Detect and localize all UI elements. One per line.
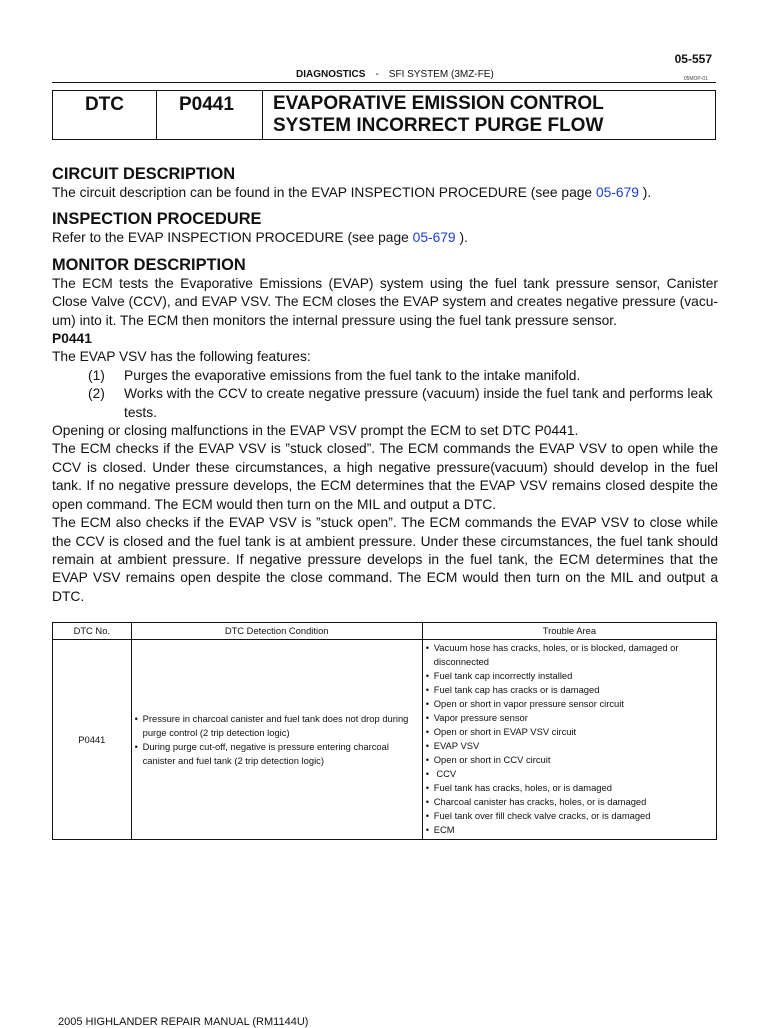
bullet: • <box>134 740 138 752</box>
table-row <box>53 640 717 840</box>
column-header-trouble-area: Trouble Area <box>422 623 716 640</box>
trouble-item <box>426 711 716 725</box>
title-label: DTC <box>53 91 157 139</box>
title-code: P0441 <box>157 91 263 139</box>
trouble-item <box>426 739 716 753</box>
running-header <box>52 69 716 81</box>
bullet: • <box>425 810 430 821</box>
trouble-item <box>426 753 716 767</box>
bullet: • <box>425 754 430 765</box>
bullet: • <box>425 642 430 653</box>
bullet: • <box>425 796 430 807</box>
column-header-detection-condition: DTC Detection Condition <box>131 623 422 640</box>
trouble-item <box>426 641 716 669</box>
column-header-dtc-no: DTC No. <box>53 623 132 640</box>
condition-item <box>135 740 422 768</box>
bullet: • <box>425 824 430 835</box>
bullet: • <box>425 670 430 681</box>
title-line-1: EVAPORATIVE EMISSION CONTROL <box>273 93 604 114</box>
table-header-row <box>53 623 717 640</box>
trouble-text: Fuel tank over fill check valve cracks, or is damaged <box>433 810 651 821</box>
bullet: • <box>425 684 430 695</box>
condition-text: Pressure in charcoal canister and fuel tank does not drop during purge control (2 trip detection logic) <box>142 712 409 738</box>
trouble-item <box>426 795 716 809</box>
bullet: • <box>425 768 430 779</box>
trouble-text: Vacuum hose has cracks, holes, or is blocked, damaged or disconnected <box>433 642 679 667</box>
circuit-description-text <box>52 184 718 202</box>
circuit-description-body: The circuit description can be found in the EVAP INSPECTION PROCEDURE (see page <box>52 185 596 200</box>
features-intro: The EVAP VSV has the following features: <box>52 349 311 365</box>
trouble-item <box>426 767 716 781</box>
trouble-item <box>426 725 716 739</box>
inspection-procedure-text <box>52 229 718 247</box>
header-section: DIAGNOSTICS <box>296 69 366 80</box>
trouble-item <box>426 683 716 697</box>
trouble-text: Fuel tank has cracks, holes, or is damaged <box>433 782 612 793</box>
title-text <box>263 91 715 139</box>
trouble-text: CCV <box>433 768 457 779</box>
feature-text: Purges the evaporative emissions from the fuel tank to the intake manifold. <box>124 367 581 383</box>
condition-text: During purge cut-off, negative is pressure entering charcoal canister and fuel tank (2 trip detection logic) <box>142 740 389 766</box>
inspection-procedure-body: Refer to the EVAP INSPECTION PROCEDURE (see page <box>52 230 413 246</box>
dtc-title-box <box>52 90 716 140</box>
feature-item <box>52 385 718 422</box>
header-rule <box>52 82 716 83</box>
circuit-description-heading: CIRCUIT DESCRIPTION <box>52 165 236 183</box>
page-footer: 2005 HIGHLANDER REPAIR MANUAL (RM1144U) <box>58 1016 309 1028</box>
trouble-area-cell <box>422 640 716 840</box>
monitor-paragraph-2: The ECM checks if the EVAP VSV is ”stuck closed”. The ECM commands the EVAP VSV to open while the CCV is closed. Under these circumstances, a high negative pressure(vacuum) should develop in the fuel tank. If no negative pressure develops, the ECM determines that the EVAP VSV remains closed despite the open command. The ECM would then turn on the MIL and output a DTC. <box>52 441 718 512</box>
trouble-item <box>426 823 716 837</box>
bullet: • <box>425 782 430 793</box>
page-number: 05-557 <box>674 52 712 66</box>
detection-condition-cell <box>131 640 422 840</box>
trouble-item <box>426 781 716 795</box>
header-separator: - <box>375 69 379 80</box>
trouble-text: Charcoal canister has cracks, holes, or is damaged <box>433 796 647 807</box>
monitor-intro: The ECM tests the Evaporative Emissions (EVAP) system using the fuel tank pressure sensor, Canister Close Valve (CCV), and EVAP VSV. The ECM closes the EVAP system and creates negative pressure (vacu-um) into it. The ECM then monitors the internal pressure using the fuel tank pressure sensor. <box>52 275 718 328</box>
title-line-2: SYSTEM INCORRECT PURGE FLOW <box>273 115 604 136</box>
bullet: • <box>425 726 430 737</box>
trouble-text: Fuel tank cap has cracks or is damaged <box>433 684 600 695</box>
feature-number: (1) <box>88 367 105 383</box>
monitor-code: P0441 <box>52 331 92 347</box>
trouble-text: Fuel tank cap incorrectly installed <box>433 670 573 681</box>
bullet: • <box>134 712 138 724</box>
main-content <box>52 164 718 606</box>
trouble-text: ECM <box>433 824 455 835</box>
trouble-text: Open or short in CCV circuit <box>433 754 551 765</box>
condition-item <box>135 712 422 740</box>
trouble-item <box>426 809 716 823</box>
bullet: • <box>425 740 430 751</box>
monitor-paragraph-1: Opening or closing malfunctions in the EVAP VSV prompt the ECM to set DTC P0441. <box>52 423 579 439</box>
trouble-text: Vapor pressure sensor <box>433 712 528 723</box>
trouble-item <box>426 697 716 711</box>
dtc-table <box>52 622 717 840</box>
inspection-procedure-end: ). <box>455 230 468 246</box>
inspection-procedure-page-link[interactable]: 05-679 <box>412 230 456 246</box>
bullet: • <box>425 712 430 723</box>
feature-text: Works with the CCV to create negative pressure (vacuum) inside the fuel tank and performs leak tests. <box>124 386 713 420</box>
circuit-description-page-link[interactable]: 05-679 <box>595 185 639 200</box>
trouble-text: EVAP VSV <box>433 740 480 751</box>
header-system: SFI SYSTEM (3MZ-FE) <box>388 69 494 80</box>
monitor-description-heading: MONITOR DESCRIPTION <box>52 255 246 274</box>
inspection-procedure-heading: INSPECTION PROCEDURE <box>52 210 262 229</box>
monitor-paragraph-3: The ECM also checks if the EVAP VSV is ”stuck open”. The ECM commands the EVAP VSV to close while the CCV is closed and the fuel tank is at ambient pressure. Under these circumstances, the fuel tank should remain at ambient pressure. If negative pressure develops in the fuel tank, the ECM determines that the EVAP VSV remains open despite the close command. The ECM would then turn on the MIL and output a DTC. <box>52 515 718 604</box>
dtc-number-cell: P0441 <box>53 640 132 840</box>
feature-item <box>52 367 718 385</box>
trouble-item <box>426 669 716 683</box>
bullet: • <box>425 698 430 709</box>
circuit-description-end: ). <box>638 185 652 200</box>
trouble-text: Open or short in EVAP VSV circuit <box>433 726 577 737</box>
header-doc-code: 05MOP-01 <box>683 76 708 82</box>
feature-number: (2) <box>88 386 105 402</box>
trouble-text: Open or short in vapor pressure sensor circuit <box>433 698 624 709</box>
